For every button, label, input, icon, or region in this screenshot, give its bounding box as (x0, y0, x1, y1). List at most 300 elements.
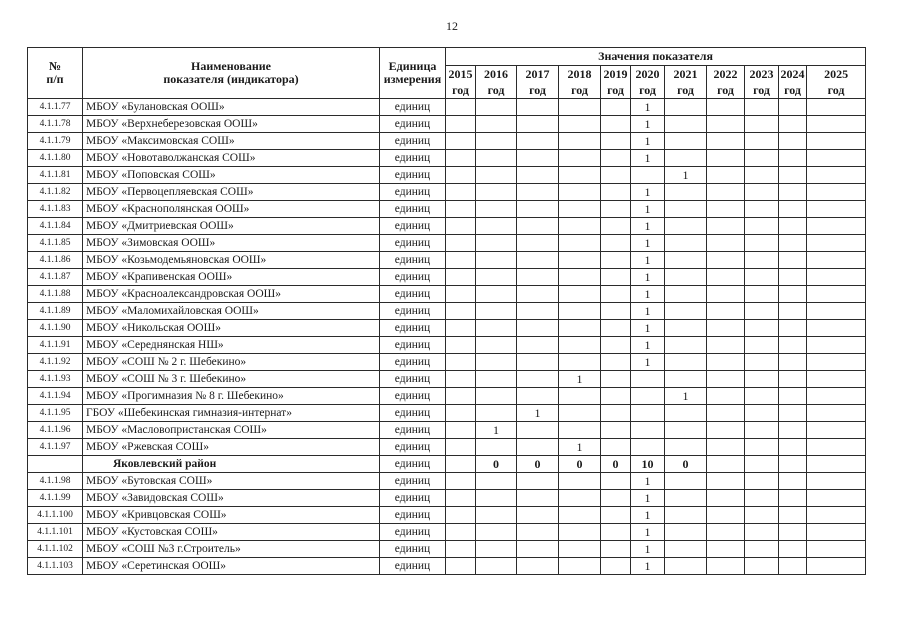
row-value-2015 (446, 507, 476, 524)
row-value-2018 (559, 286, 601, 303)
row-value-2025 (807, 252, 866, 269)
row-value-2019: 0 (601, 456, 631, 473)
row-value-2023 (745, 558, 779, 575)
row-value-2021 (665, 507, 707, 524)
row-value-2017 (517, 99, 559, 116)
row-value-2021 (665, 473, 707, 490)
row-name: МБОУ «Верхнеберезовская ООШ» (83, 116, 380, 133)
row-value-2021 (665, 405, 707, 422)
row-value-2015 (446, 371, 476, 388)
row-code: 4.1.1.96 (28, 422, 83, 439)
row-value-2017 (517, 337, 559, 354)
row-code: 4.1.1.78 (28, 116, 83, 133)
row-value-2019 (601, 184, 631, 201)
table-row (28, 218, 866, 235)
row-value-2020 (631, 422, 665, 439)
row-value-2018: 1 (559, 439, 601, 456)
row-value-2021 (665, 558, 707, 575)
row-value-2025 (807, 218, 866, 235)
row-value-2024 (779, 116, 807, 133)
row-value-2021 (665, 541, 707, 558)
header-year-label: 2017 (525, 67, 550, 81)
row-value-2016 (476, 388, 517, 405)
row-unit: единиц (380, 439, 446, 456)
row-value-2019 (601, 303, 631, 320)
row-value-2022 (707, 320, 745, 337)
row-code: 4.1.1.89 (28, 303, 83, 320)
table-row (28, 286, 866, 303)
header-year-2019 (601, 66, 631, 99)
row-value-2021 (665, 201, 707, 218)
row-value-2023 (745, 541, 779, 558)
row-value-2015 (446, 422, 476, 439)
row-code: 4.1.1.82 (28, 184, 83, 201)
table-row (28, 541, 866, 558)
table-row (28, 337, 866, 354)
row-value-2023 (745, 99, 779, 116)
row-unit: единиц (380, 354, 446, 371)
row-value-2015 (446, 354, 476, 371)
table-row (28, 320, 866, 337)
row-name: ГБОУ «Шебекинская гимназия-интернат» (83, 405, 380, 422)
row-value-2020: 1 (631, 235, 665, 252)
row-value-2017 (517, 184, 559, 201)
row-value-2015 (446, 439, 476, 456)
row-value-2016 (476, 167, 517, 184)
header-year-2024 (779, 66, 807, 99)
row-value-2017 (517, 422, 559, 439)
row-value-2022 (707, 116, 745, 133)
row-value-2024 (779, 507, 807, 524)
row-name: МБОУ «Серетинская ООШ» (83, 558, 380, 575)
row-value-2015 (446, 218, 476, 235)
row-value-2015 (446, 405, 476, 422)
row-value-2016 (476, 371, 517, 388)
header-indicator-name: Наименование показателя (индикатора) (83, 48, 380, 99)
row-value-2017 (517, 320, 559, 337)
row-code: 4.1.1.85 (28, 235, 83, 252)
row-value-2020 (631, 405, 665, 422)
header-year-2015 (446, 66, 476, 99)
row-value-2022 (707, 252, 745, 269)
page-number: 12 (446, 19, 458, 33)
table-row (28, 252, 866, 269)
table-row-summary (28, 456, 866, 473)
header-year-suffix: год (529, 83, 546, 97)
row-value-2015 (446, 541, 476, 558)
row-value-2016 (476, 473, 517, 490)
row-code: 4.1.1.97 (28, 439, 83, 456)
row-value-2021 (665, 354, 707, 371)
row-value-2020 (631, 371, 665, 388)
row-value-2017 (517, 286, 559, 303)
row-value-2015 (446, 201, 476, 218)
row-value-2022 (707, 201, 745, 218)
row-value-2021 (665, 235, 707, 252)
row-value-2023 (745, 235, 779, 252)
row-unit: единиц (380, 184, 446, 201)
header-year-2017 (517, 66, 559, 99)
row-value-2021 (665, 490, 707, 507)
header-year-2020 (631, 66, 665, 99)
row-value-2023 (745, 167, 779, 184)
row-value-2025 (807, 269, 866, 286)
row-value-2021: 0 (665, 456, 707, 473)
row-value-2023 (745, 201, 779, 218)
row-value-2015 (446, 286, 476, 303)
row-value-2017 (517, 507, 559, 524)
row-value-2017: 0 (517, 456, 559, 473)
table-row (28, 371, 866, 388)
row-value-2019 (601, 337, 631, 354)
row-value-2018 (559, 541, 601, 558)
row-value-2020: 10 (631, 456, 665, 473)
row-value-2020: 1 (631, 133, 665, 150)
row-value-2021 (665, 150, 707, 167)
row-unit: единиц (380, 133, 446, 150)
row-value-2024 (779, 405, 807, 422)
row-name: МБОУ «СОШ № 3 г. Шебекино» (83, 371, 380, 388)
row-value-2019 (601, 473, 631, 490)
row-code: 4.1.1.87 (28, 269, 83, 286)
row-value-2020: 1 (631, 286, 665, 303)
row-value-2019 (601, 320, 631, 337)
row-value-2017: 1 (517, 405, 559, 422)
header-year-suffix: год (452, 83, 469, 97)
row-value-2016 (476, 524, 517, 541)
row-value-2021 (665, 337, 707, 354)
row-value-2015 (446, 252, 476, 269)
row-name: МБОУ «Поповская СОШ» (83, 167, 380, 184)
row-value-2025 (807, 388, 866, 405)
row-value-2021 (665, 133, 707, 150)
row-value-2024 (779, 337, 807, 354)
row-value-2019 (601, 439, 631, 456)
row-name: МБОУ «Крапивенская ООШ» (83, 269, 380, 286)
table-row (28, 150, 866, 167)
row-value-2018: 0 (559, 456, 601, 473)
row-value-2023 (745, 303, 779, 320)
row-value-2024 (779, 456, 807, 473)
row-unit: единиц (380, 524, 446, 541)
row-value-2024 (779, 201, 807, 218)
row-unit: единиц (380, 286, 446, 303)
row-value-2022 (707, 184, 745, 201)
row-value-2025 (807, 167, 866, 184)
row-code: 4.1.1.84 (28, 218, 83, 235)
table-row (28, 507, 866, 524)
row-value-2024 (779, 235, 807, 252)
row-value-2024 (779, 303, 807, 320)
row-value-2016 (476, 99, 517, 116)
row-value-2020: 1 (631, 524, 665, 541)
row-code: 4.1.1.102 (28, 541, 83, 558)
row-code: 4.1.1.90 (28, 320, 83, 337)
row-value-2022 (707, 303, 745, 320)
row-value-2018 (559, 507, 601, 524)
row-value-2023 (745, 439, 779, 456)
row-value-2023 (745, 456, 779, 473)
row-unit: единиц (380, 337, 446, 354)
row-value-2022 (707, 354, 745, 371)
row-value-2016 (476, 201, 517, 218)
row-value-2020: 1 (631, 558, 665, 575)
row-name: МБОУ «Прогимназия № 8 г. Шебекино» (83, 388, 380, 405)
row-value-2025 (807, 524, 866, 541)
row-value-2023 (745, 507, 779, 524)
row-value-2020: 1 (631, 354, 665, 371)
row-value-2024 (779, 286, 807, 303)
row-value-2024 (779, 150, 807, 167)
row-unit: единиц (380, 201, 446, 218)
header-year-suffix: год (784, 83, 801, 97)
row-value-2025 (807, 490, 866, 507)
row-value-2018 (559, 337, 601, 354)
row-value-2018 (559, 490, 601, 507)
row-value-2019 (601, 490, 631, 507)
header-year-2018 (559, 66, 601, 99)
row-value-2015 (446, 99, 476, 116)
row-value-2017 (517, 218, 559, 235)
row-name: МБОУ «Завидовская СОШ» (83, 490, 380, 507)
table-row (28, 354, 866, 371)
row-value-2025 (807, 320, 866, 337)
row-value-2022 (707, 439, 745, 456)
row-value-2016: 1 (476, 422, 517, 439)
row-code: 4.1.1.81 (28, 167, 83, 184)
row-unit: единиц (380, 507, 446, 524)
row-unit: единиц (380, 371, 446, 388)
row-value-2025 (807, 286, 866, 303)
row-code: 4.1.1.80 (28, 150, 83, 167)
row-value-2017 (517, 252, 559, 269)
row-value-2016 (476, 405, 517, 422)
row-value-2022 (707, 405, 745, 422)
row-value-2022 (707, 337, 745, 354)
table-row (28, 133, 866, 150)
row-value-2023 (745, 116, 779, 133)
row-value-2025 (807, 473, 866, 490)
row-value-2023 (745, 150, 779, 167)
row-value-2018 (559, 218, 601, 235)
row-value-2020: 1 (631, 150, 665, 167)
row-value-2021 (665, 439, 707, 456)
table-row (28, 235, 866, 252)
row-value-2022 (707, 167, 745, 184)
header-year-suffix: год (487, 83, 505, 97)
row-value-2017 (517, 269, 559, 286)
header-year-label: 2015 (448, 67, 473, 81)
row-value-2016 (476, 439, 517, 456)
row-value-2018 (559, 320, 601, 337)
row-value-2018 (559, 354, 601, 371)
row-name: МБОУ «Никольская ООШ» (83, 320, 380, 337)
row-value-2022 (707, 388, 745, 405)
row-code: 4.1.1.103 (28, 558, 83, 575)
header-year-label: 2023 (749, 67, 774, 81)
header-year-2022 (707, 66, 745, 99)
row-value-2018 (559, 558, 601, 575)
row-name: МБОУ «Кривцовская СОШ» (83, 507, 380, 524)
row-name: МБОУ «Булановская ООШ» (83, 99, 380, 116)
row-value-2016 (476, 286, 517, 303)
row-value-2023 (745, 524, 779, 541)
row-unit: единиц (380, 405, 446, 422)
row-code: 4.1.1.77 (28, 99, 83, 116)
row-value-2021 (665, 286, 707, 303)
row-value-2025 (807, 337, 866, 354)
row-value-2019 (601, 507, 631, 524)
row-value-2016 (476, 269, 517, 286)
row-value-2021: 1 (665, 388, 707, 405)
row-unit: единиц (380, 541, 446, 558)
row-value-2023 (745, 405, 779, 422)
table-row (28, 303, 866, 320)
row-value-2021 (665, 218, 707, 235)
row-value-2024 (779, 473, 807, 490)
row-value-2021 (665, 422, 707, 439)
row-value-2022 (707, 218, 745, 235)
row-unit: единиц (380, 473, 446, 490)
row-value-2017 (517, 490, 559, 507)
header-year-label: 2016 (484, 67, 508, 81)
row-value-2025 (807, 150, 866, 167)
row-value-2018 (559, 150, 601, 167)
row-value-2023 (745, 422, 779, 439)
row-value-2024 (779, 541, 807, 558)
row-value-2017 (517, 371, 559, 388)
row-value-2015 (446, 303, 476, 320)
row-value-2016 (476, 354, 517, 371)
row-value-2020: 1 (631, 99, 665, 116)
row-unit: единиц (380, 235, 446, 252)
row-value-2015 (446, 456, 476, 473)
row-value-2025 (807, 371, 866, 388)
row-value-2020: 1 (631, 252, 665, 269)
row-value-2020: 1 (631, 303, 665, 320)
row-value-2024 (779, 184, 807, 201)
table-row (28, 405, 866, 422)
row-value-2021 (665, 252, 707, 269)
row-value-2020: 1 (631, 201, 665, 218)
row-value-2015 (446, 133, 476, 150)
row-name: МБОУ «Середнянская НШ» (83, 337, 380, 354)
row-value-2020: 1 (631, 218, 665, 235)
row-name: МБОУ «Бутовская СОШ» (83, 473, 380, 490)
row-code: 4.1.1.98 (28, 473, 83, 490)
row-value-2020: 1 (631, 184, 665, 201)
row-value-2016 (476, 184, 517, 201)
row-name: МБОУ «Краснополянская ООШ» (83, 201, 380, 218)
row-value-2020: 1 (631, 116, 665, 133)
row-value-2017 (517, 150, 559, 167)
row-value-2023 (745, 354, 779, 371)
row-value-2021 (665, 320, 707, 337)
row-value-2025 (807, 422, 866, 439)
row-value-2018 (559, 405, 601, 422)
row-name: МБОУ «Зимовская ООШ» (83, 235, 380, 252)
row-value-2018 (559, 201, 601, 218)
row-unit: единиц (380, 99, 446, 116)
table-body (28, 99, 866, 575)
row-value-2025 (807, 201, 866, 218)
row-value-2016 (476, 252, 517, 269)
row-value-2018 (559, 252, 601, 269)
row-value-2017 (517, 541, 559, 558)
row-value-2025 (807, 99, 866, 116)
row-code: 4.1.1.93 (28, 371, 83, 388)
row-value-2022 (707, 99, 745, 116)
header-year-suffix: год (639, 83, 656, 97)
row-value-2025 (807, 354, 866, 371)
row-name: МБОУ «Максимовская СОШ» (83, 133, 380, 150)
row-value-2016 (476, 218, 517, 235)
row-value-2020: 1 (631, 473, 665, 490)
table-row (28, 388, 866, 405)
row-value-2022 (707, 558, 745, 575)
row-unit: единиц (380, 388, 446, 405)
row-code: 4.1.1.88 (28, 286, 83, 303)
table-row (28, 99, 866, 116)
header-year-suffix: год (827, 83, 845, 97)
row-value-2017 (517, 116, 559, 133)
row-value-2016 (476, 235, 517, 252)
row-code: 4.1.1.91 (28, 337, 83, 354)
row-value-2018 (559, 422, 601, 439)
row-code: 4.1.1.86 (28, 252, 83, 269)
table-row (28, 524, 866, 541)
row-name: МБОУ «Масловопристанская СОШ» (83, 422, 380, 439)
table-row (28, 422, 866, 439)
row-value-2021 (665, 184, 707, 201)
header-year-suffix: год (717, 83, 734, 97)
row-value-2018 (559, 184, 601, 201)
row-value-2021 (665, 99, 707, 116)
row-value-2020: 1 (631, 507, 665, 524)
row-value-2022 (707, 269, 745, 286)
header-unit: Единица измерения (380, 48, 446, 99)
row-value-2018 (559, 524, 601, 541)
row-value-2017 (517, 473, 559, 490)
row-code: 4.1.1.100 (28, 507, 83, 524)
row-value-2021 (665, 524, 707, 541)
row-value-2018 (559, 116, 601, 133)
row-code: 4.1.1.101 (28, 524, 83, 541)
row-code: 4.1.1.79 (28, 133, 83, 150)
header-year-2023 (745, 66, 779, 99)
row-value-2019 (601, 558, 631, 575)
row-value-2024 (779, 99, 807, 116)
header-year-label: 2020 (635, 67, 660, 81)
row-value-2017 (517, 524, 559, 541)
row-value-2022 (707, 490, 745, 507)
header-year-label: 2025 (824, 67, 849, 81)
row-value-2015 (446, 116, 476, 133)
row-value-2018 (559, 99, 601, 116)
table-header (28, 48, 866, 99)
row-value-2016: 0 (476, 456, 517, 473)
row-value-2017 (517, 133, 559, 150)
row-value-2024 (779, 167, 807, 184)
row-value-2021 (665, 371, 707, 388)
row-code: 4.1.1.99 (28, 490, 83, 507)
row-name: МБОУ «Новотаволжанская СОШ» (83, 150, 380, 167)
row-name: МБОУ «Козьмодемьяновская ООШ» (83, 252, 380, 269)
row-value-2022 (707, 286, 745, 303)
row-value-2015 (446, 269, 476, 286)
row-name: МБОУ «Дмитриевская ООШ» (83, 218, 380, 235)
row-value-2024 (779, 439, 807, 456)
